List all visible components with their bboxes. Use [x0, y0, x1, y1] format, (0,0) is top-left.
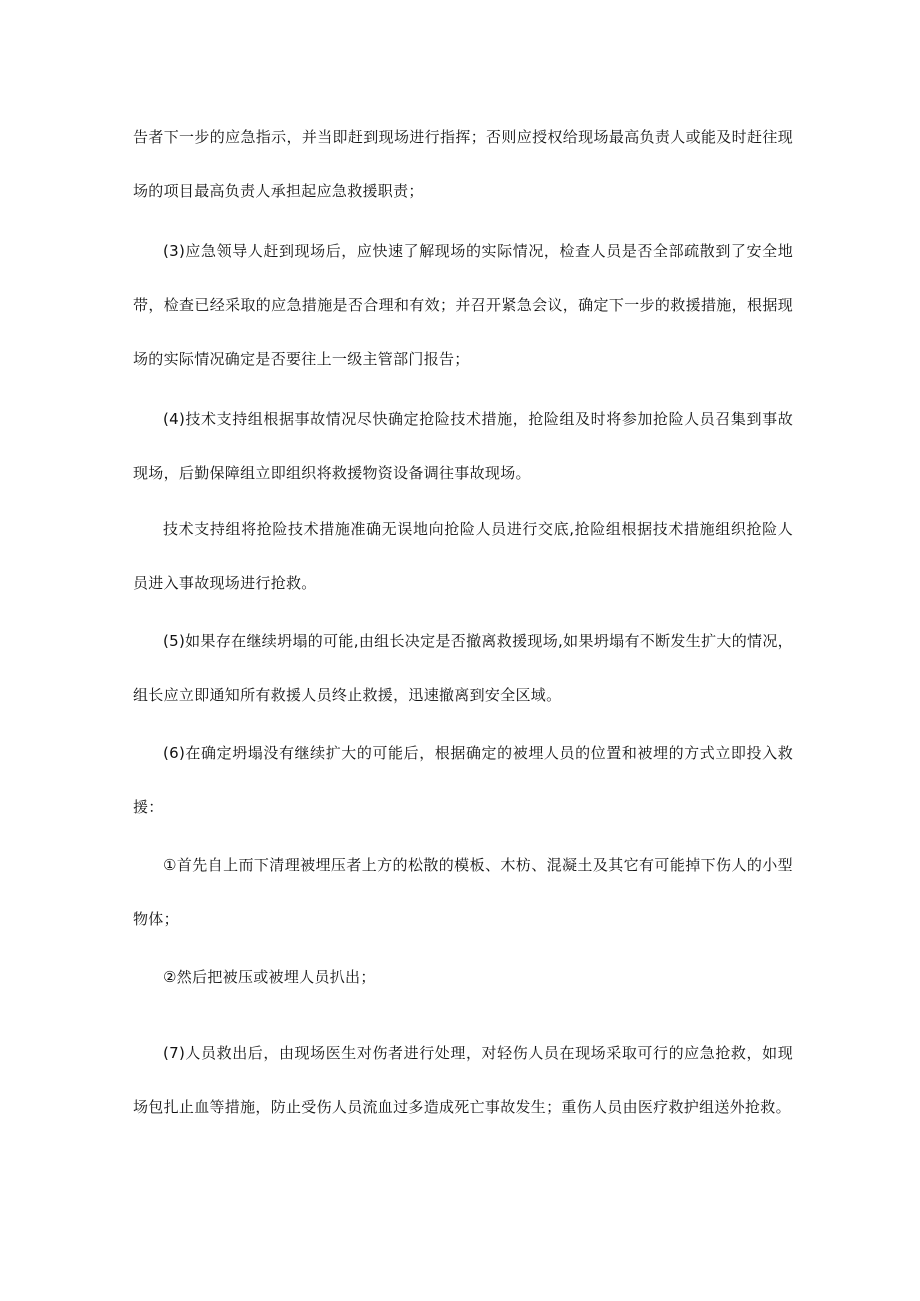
- paragraph-item-3: (3)应急领导人赶到现场后，应快速了解现场的实际情况，检查人员是否全部疏散到了安全地带，检查已经采取的应急措施是否合理和有效；并召开紧急会议，确定下一步的救援措施，根据现场的实际情况确定是否要往上一级主管部门报告；: [133, 242, 793, 368]
- paragraph-item-4: (4)技术支持组根据事故情况尽快确定抢险技术措施，抢险组及时将参加抢险人员召集到事故现场，后勤保障组立即组织将救援物资设备调往事故现场。: [133, 410, 793, 482]
- paragraph-tech-support: 技术支持组将抢险技术措施准确无误地向抢险人员进行交底,抢险组根据技术措施组织抢险人员进入事故现场进行抢救。: [133, 520, 793, 592]
- paragraph-subitem-1: ①首先自上而下清理被埋压者上方的松散的模板、木枋、混凝土及其它有可能掉下伤人的小型物体；: [133, 856, 793, 928]
- paragraph-item-5: (5)如果存在继续坍塌的可能,由组长决定是否撤离救援现场,如果坍塌有不断发生扩大的情况，组长应立即通知所有救援人员终止救援，迅速撤离到安全区域。: [133, 632, 793, 704]
- paragraph-subitem-2: ②然后把被压或被埋人员扒出；: [163, 968, 376, 986]
- paragraph-item-7: (7)人员救出后，由现场医生对伤者进行处理，对轻伤人员在现场采取可行的应急抢救，如现场包扎止血等措施，防止受伤人员流血过多造成死亡事故发生；重伤人员由医疗救护组送外抢救。: [133, 1044, 793, 1116]
- paragraph-item-6: (6)在确定坍塌没有继续扩大的可能后，根据确定的被埋人员的位置和被埋的方式立即投入救援：: [133, 744, 793, 816]
- paragraph-continuation: 告者下一步的应急指示，并当即赶到现场进行指挥；否则应授权给现场最高负责人或能及时赶往现场的项目最高负责人承担起应急救援职责；: [133, 128, 793, 200]
